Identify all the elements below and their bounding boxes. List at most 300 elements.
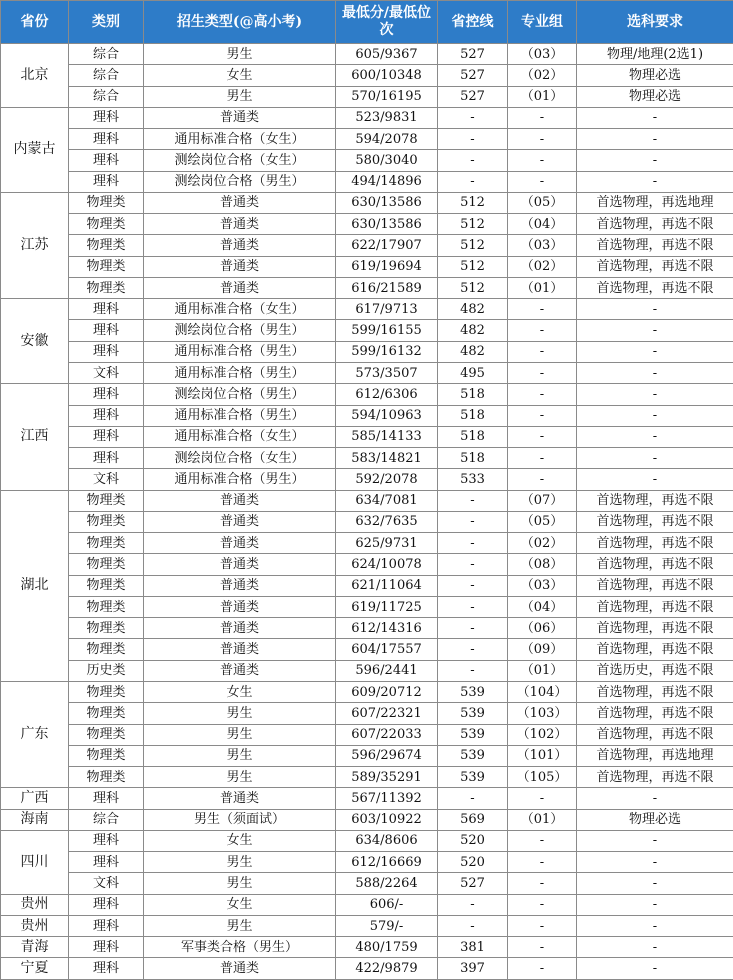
enroll-type-cell: 测绘岗位合格（女生） <box>144 448 336 469</box>
category-cell: 综合 <box>69 809 144 830</box>
category-cell: 理科 <box>69 426 144 447</box>
major-group-cell: （02） <box>508 256 577 277</box>
province-cell: 贵州 <box>1 894 69 915</box>
major-group-cell: （02） <box>508 533 577 554</box>
major-group-cell: （102） <box>508 724 577 745</box>
header-major-group: 专业组 <box>508 1 577 44</box>
enroll-type-cell: 男生 <box>144 86 336 107</box>
category-cell: 理科 <box>69 384 144 405</box>
category-cell: 物理类 <box>69 192 144 213</box>
major-group-cell: （09） <box>508 639 577 660</box>
table-row <box>1 703 733 724</box>
min-score-rank-cell: 573/3507 <box>336 362 438 383</box>
major-group-cell: - <box>508 362 577 383</box>
category-cell: 理科 <box>69 852 144 873</box>
header-province: 省份 <box>1 1 69 44</box>
min-score-rank-cell: 567/11392 <box>336 788 438 809</box>
major-group-cell: （01） <box>508 660 577 681</box>
subject-requirement-cell: - <box>577 873 733 894</box>
major-group-cell: （07） <box>508 490 577 511</box>
min-score-rank-cell: 604/17557 <box>336 639 438 660</box>
subject-requirement-cell: - <box>577 469 733 490</box>
enroll-type-cell: 通用标准合格（男生） <box>144 341 336 362</box>
table-row <box>1 426 733 447</box>
control-line-cell: 539 <box>438 703 508 724</box>
min-score-rank-cell: 592/2078 <box>336 469 438 490</box>
control-line-cell: - <box>438 490 508 511</box>
table-body <box>1 44 733 980</box>
enroll-type-cell: 普通类 <box>144 277 336 298</box>
min-score-rank-cell: 619/11725 <box>336 596 438 617</box>
subject-requirement-cell: - <box>577 894 733 915</box>
subject-requirement-cell: - <box>577 788 733 809</box>
category-cell: 理科 <box>69 150 144 171</box>
subject-requirement-cell: - <box>577 958 733 979</box>
control-line-cell: 539 <box>438 767 508 788</box>
min-score-rank-cell: 596/29674 <box>336 745 438 766</box>
subject-requirement-cell: 首选物理，再选不限 <box>577 639 733 660</box>
province-cell: 江苏 <box>1 192 69 298</box>
control-line-cell: - <box>438 171 508 192</box>
category-cell: 理科 <box>69 937 144 958</box>
control-line-cell: - <box>438 129 508 150</box>
enroll-type-cell: 男生 <box>144 852 336 873</box>
enroll-type-cell: 测绘岗位合格（男生） <box>144 320 336 341</box>
table-row <box>1 490 733 511</box>
table-row <box>1 873 733 894</box>
min-score-rank-cell: 579/- <box>336 915 438 936</box>
enroll-type-cell: 军事类合格（男生） <box>144 937 336 958</box>
min-score-rank-cell: 612/14316 <box>336 618 438 639</box>
category-cell: 物理类 <box>69 639 144 660</box>
subject-requirement-cell: 首选物理，再选不限 <box>577 596 733 617</box>
subject-requirement-cell: - <box>577 362 733 383</box>
min-score-rank-cell: 599/16155 <box>336 320 438 341</box>
category-cell: 物理类 <box>69 703 144 724</box>
province-cell: 贵州 <box>1 915 69 936</box>
category-cell: 物理类 <box>69 277 144 298</box>
major-group-cell: - <box>508 171 577 192</box>
control-line-cell: - <box>438 915 508 936</box>
major-group-cell: - <box>508 958 577 979</box>
min-score-rank-cell: 594/10963 <box>336 405 438 426</box>
province-cell: 广西 <box>1 788 69 809</box>
enroll-type-cell: 男生 <box>144 915 336 936</box>
table-row <box>1 384 733 405</box>
enroll-type-cell: 男生（须面试） <box>144 809 336 830</box>
enroll-type-cell: 通用标准合格（女生） <box>144 426 336 447</box>
table-row <box>1 639 733 660</box>
category-cell: 综合 <box>69 86 144 107</box>
enroll-type-cell: 测绘岗位合格（女生） <box>144 150 336 171</box>
enroll-type-cell: 男生 <box>144 44 336 65</box>
major-group-cell: （06） <box>508 618 577 639</box>
subject-requirement-cell: - <box>577 384 733 405</box>
enroll-type-cell: 普通类 <box>144 958 336 979</box>
subject-requirement-cell: 首选物理，再选不限 <box>577 533 733 554</box>
table-row <box>1 320 733 341</box>
control-line-cell: 518 <box>438 384 508 405</box>
table-row <box>1 852 733 873</box>
category-cell: 历史类 <box>69 660 144 681</box>
category-cell: 物理类 <box>69 618 144 639</box>
category-cell: 物理类 <box>69 511 144 532</box>
control-line-cell: 539 <box>438 745 508 766</box>
enroll-type-cell: 男生 <box>144 767 336 788</box>
min-score-rank-cell: 589/35291 <box>336 767 438 788</box>
control-line-cell: 482 <box>438 299 508 320</box>
enroll-type-cell: 女生 <box>144 65 336 86</box>
enroll-type-cell: 普通类 <box>144 214 336 235</box>
min-score-rank-cell: 523/9831 <box>336 107 438 128</box>
min-score-rank-cell: 621/11064 <box>336 575 438 596</box>
major-group-cell: - <box>508 937 577 958</box>
major-group-cell: （02） <box>508 65 577 86</box>
table-row <box>1 129 733 150</box>
min-score-rank-cell: 624/10078 <box>336 554 438 575</box>
category-cell: 物理类 <box>69 745 144 766</box>
category-cell: 物理类 <box>69 235 144 256</box>
subject-requirement-cell: 首选历史，再选不限 <box>577 660 733 681</box>
major-group-cell: - <box>508 320 577 341</box>
enroll-type-cell: 女生 <box>144 830 336 851</box>
major-group-cell: - <box>508 405 577 426</box>
enroll-type-cell: 普通类 <box>144 192 336 213</box>
enroll-type-cell: 普通类 <box>144 660 336 681</box>
enroll-type-cell: 通用标准合格（男生） <box>144 362 336 383</box>
table-row <box>1 745 733 766</box>
min-score-rank-cell: 422/9879 <box>336 958 438 979</box>
control-line-cell: - <box>438 107 508 128</box>
enroll-type-cell: 男生 <box>144 724 336 745</box>
table-row <box>1 150 733 171</box>
enroll-type-cell: 普通类 <box>144 575 336 596</box>
enroll-type-cell: 普通类 <box>144 107 336 128</box>
min-score-rank-cell: 599/16132 <box>336 341 438 362</box>
major-group-cell: - <box>508 894 577 915</box>
major-group-cell: （03） <box>508 235 577 256</box>
table-row <box>1 44 733 65</box>
min-score-rank-cell: 480/1759 <box>336 937 438 958</box>
category-cell: 理科 <box>69 915 144 936</box>
table-row <box>1 681 733 702</box>
table-row <box>1 469 733 490</box>
control-line-cell: 539 <box>438 724 508 745</box>
enroll-type-cell: 通用标准合格（女生） <box>144 129 336 150</box>
major-group-cell: （04） <box>508 596 577 617</box>
subject-requirement-cell: 首选物理，再选不限 <box>577 490 733 511</box>
enroll-type-cell: 男生 <box>144 745 336 766</box>
control-line-cell: 512 <box>438 192 508 213</box>
major-group-cell: - <box>508 107 577 128</box>
subject-requirement-cell: - <box>577 852 733 873</box>
table-row <box>1 575 733 596</box>
enroll-type-cell: 普通类 <box>144 511 336 532</box>
header-row <box>1 1 733 44</box>
subject-requirement-cell: - <box>577 448 733 469</box>
category-cell: 物理类 <box>69 554 144 575</box>
subject-requirement-cell: - <box>577 171 733 192</box>
min-score-rank-cell: 612/16669 <box>336 852 438 873</box>
control-line-cell: 495 <box>438 362 508 383</box>
table-row <box>1 65 733 86</box>
control-line-cell: - <box>438 788 508 809</box>
min-score-rank-cell: 619/19694 <box>336 256 438 277</box>
enroll-type-cell: 通用标准合格（男生） <box>144 405 336 426</box>
subject-requirement-cell: 首选物理，再选不限 <box>577 681 733 702</box>
min-score-rank-cell: 634/8606 <box>336 830 438 851</box>
min-score-rank-cell: 622/17907 <box>336 235 438 256</box>
min-score-rank-cell: 596/2441 <box>336 660 438 681</box>
table-row <box>1 788 733 809</box>
control-line-cell: - <box>438 596 508 617</box>
control-line-cell: 512 <box>438 256 508 277</box>
enroll-type-cell: 男生 <box>144 873 336 894</box>
table-row <box>1 660 733 681</box>
subject-requirement-cell: - <box>577 320 733 341</box>
control-line-cell: - <box>438 533 508 554</box>
major-group-cell: - <box>508 150 577 171</box>
subject-requirement-cell: - <box>577 915 733 936</box>
table-row <box>1 277 733 298</box>
subject-requirement-cell: - <box>577 937 733 958</box>
category-cell: 物理类 <box>69 596 144 617</box>
control-line-cell: 381 <box>438 937 508 958</box>
major-group-cell: （05） <box>508 511 577 532</box>
min-score-rank-cell: 630/13586 <box>336 214 438 235</box>
control-line-cell: 518 <box>438 448 508 469</box>
category-cell: 文科 <box>69 362 144 383</box>
enroll-type-cell: 普通类 <box>144 596 336 617</box>
major-group-cell: - <box>508 341 577 362</box>
control-line-cell: - <box>438 618 508 639</box>
header-subject-requirement: 选科要求 <box>577 1 733 44</box>
subject-requirement-cell: - <box>577 426 733 447</box>
min-score-rank-cell: 616/21589 <box>336 277 438 298</box>
subject-requirement-cell: 物理/地理(2选1) <box>577 44 733 65</box>
table-row <box>1 533 733 554</box>
table-row <box>1 341 733 362</box>
category-cell: 文科 <box>69 873 144 894</box>
major-group-cell: （05） <box>508 192 577 213</box>
min-score-rank-cell: 594/2078 <box>336 129 438 150</box>
category-cell: 理科 <box>69 448 144 469</box>
subject-requirement-cell: 首选物理，再选地理 <box>577 745 733 766</box>
major-group-cell: - <box>508 129 577 150</box>
major-group-cell: - <box>508 426 577 447</box>
header-control-line: 省控线 <box>438 1 508 44</box>
major-group-cell: （03） <box>508 44 577 65</box>
min-score-rank-cell: 607/22321 <box>336 703 438 724</box>
subject-requirement-cell: - <box>577 341 733 362</box>
table-row <box>1 235 733 256</box>
enroll-type-cell: 通用标准合格（女生） <box>144 299 336 320</box>
table-row <box>1 894 733 915</box>
category-cell: 理科 <box>69 171 144 192</box>
enroll-type-cell: 测绘岗位合格（男生） <box>144 171 336 192</box>
major-group-cell: （103） <box>508 703 577 724</box>
control-line-cell: - <box>438 150 508 171</box>
subject-requirement-cell: 首选物理，再选不限 <box>577 554 733 575</box>
control-line-cell: 482 <box>438 320 508 341</box>
table-row <box>1 86 733 107</box>
min-score-rank-cell: 583/14821 <box>336 448 438 469</box>
table-row <box>1 809 733 830</box>
province-cell: 宁夏 <box>1 958 69 979</box>
control-line-cell: 527 <box>438 86 508 107</box>
control-line-cell: 512 <box>438 235 508 256</box>
category-cell: 综合 <box>69 65 144 86</box>
enroll-type-cell: 普通类 <box>144 639 336 660</box>
control-line-cell: - <box>438 894 508 915</box>
table-row <box>1 596 733 617</box>
table-row <box>1 618 733 639</box>
min-score-rank-cell: 570/16195 <box>336 86 438 107</box>
major-group-cell: （03） <box>508 575 577 596</box>
control-line-cell: 527 <box>438 65 508 86</box>
subject-requirement-cell: 物理必选 <box>577 86 733 107</box>
major-group-cell: - <box>508 852 577 873</box>
table-row <box>1 171 733 192</box>
category-cell: 物理类 <box>69 256 144 277</box>
major-group-cell: （04） <box>508 214 577 235</box>
province-cell: 北京 <box>1 44 69 108</box>
major-group-cell: - <box>508 448 577 469</box>
control-line-cell: 520 <box>438 852 508 873</box>
control-line-cell: 527 <box>438 873 508 894</box>
major-group-cell: - <box>508 788 577 809</box>
category-cell: 理科 <box>69 299 144 320</box>
enroll-type-cell: 女生 <box>144 894 336 915</box>
min-score-rank-cell: 494/14896 <box>336 171 438 192</box>
control-line-cell: - <box>438 575 508 596</box>
enroll-type-cell: 普通类 <box>144 554 336 575</box>
subject-requirement-cell: - <box>577 150 733 171</box>
control-line-cell: 520 <box>438 830 508 851</box>
control-line-cell: 533 <box>438 469 508 490</box>
header-enroll-type: 招生类型(@高小考) <box>144 1 336 44</box>
table-row <box>1 830 733 851</box>
table-row <box>1 256 733 277</box>
category-cell: 物理类 <box>69 490 144 511</box>
control-line-cell: 512 <box>438 214 508 235</box>
subject-requirement-cell: 首选物理，再选地理 <box>577 192 733 213</box>
province-cell: 内蒙古 <box>1 107 69 192</box>
category-cell: 理科 <box>69 788 144 809</box>
major-group-cell: - <box>508 915 577 936</box>
subject-requirement-cell: 首选物理，再选不限 <box>577 575 733 596</box>
subject-requirement-cell: 首选物理，再选不限 <box>577 256 733 277</box>
table-row <box>1 405 733 426</box>
min-score-rank-cell: 585/14133 <box>336 426 438 447</box>
subject-requirement-cell: 物理必选 <box>577 65 733 86</box>
header-category: 类别 <box>69 1 144 44</box>
table-row <box>1 299 733 320</box>
major-group-cell: - <box>508 469 577 490</box>
category-cell: 物理类 <box>69 533 144 554</box>
major-group-cell: - <box>508 830 577 851</box>
table-row <box>1 937 733 958</box>
subject-requirement-cell: 首选物理，再选不限 <box>577 724 733 745</box>
enroll-type-cell: 普通类 <box>144 490 336 511</box>
control-line-cell: 482 <box>438 341 508 362</box>
enroll-type-cell: 普通类 <box>144 235 336 256</box>
min-score-rank-cell: 588/2264 <box>336 873 438 894</box>
major-group-cell: （08） <box>508 554 577 575</box>
min-score-rank-cell: 600/10348 <box>336 65 438 86</box>
province-cell: 青海 <box>1 937 69 958</box>
category-cell: 理科 <box>69 341 144 362</box>
province-cell: 江西 <box>1 384 69 490</box>
subject-requirement-cell: - <box>577 405 733 426</box>
province-cell: 安徽 <box>1 299 69 384</box>
subject-requirement-cell: 首选物理，再选不限 <box>577 703 733 724</box>
enroll-type-cell: 普通类 <box>144 533 336 554</box>
header-min-score-rank: 最低分/最低位次 <box>336 1 438 44</box>
province-cell: 海南 <box>1 809 69 830</box>
subject-requirement-cell: 物理必选 <box>577 809 733 830</box>
min-score-rank-cell: 630/13586 <box>336 192 438 213</box>
enroll-type-cell: 普通类 <box>144 256 336 277</box>
table-row <box>1 214 733 235</box>
category-cell: 理科 <box>69 958 144 979</box>
enroll-type-cell: 通用标准合格（男生） <box>144 469 336 490</box>
subject-requirement-cell: - <box>577 830 733 851</box>
subject-requirement-cell: - <box>577 107 733 128</box>
min-score-rank-cell: 607/22033 <box>336 724 438 745</box>
control-line-cell: 569 <box>438 809 508 830</box>
category-cell: 理科 <box>69 129 144 150</box>
control-line-cell: 397 <box>438 958 508 979</box>
min-score-rank-cell: 625/9731 <box>336 533 438 554</box>
major-group-cell: （104） <box>508 681 577 702</box>
control-line-cell: - <box>438 554 508 575</box>
province-cell: 湖北 <box>1 490 69 681</box>
min-score-rank-cell: 612/6306 <box>336 384 438 405</box>
province-cell: 四川 <box>1 830 69 894</box>
min-score-rank-cell: 609/20712 <box>336 681 438 702</box>
min-score-rank-cell: 617/9713 <box>336 299 438 320</box>
table-row <box>1 915 733 936</box>
enroll-type-cell: 普通类 <box>144 618 336 639</box>
major-group-cell: （01） <box>508 86 577 107</box>
category-cell: 物理类 <box>69 767 144 788</box>
category-cell: 物理类 <box>69 681 144 702</box>
table-row <box>1 511 733 532</box>
category-cell: 理科 <box>69 107 144 128</box>
control-line-cell: - <box>438 639 508 660</box>
enroll-type-cell: 女生 <box>144 681 336 702</box>
table-row <box>1 448 733 469</box>
subject-requirement-cell: 首选物理，再选不限 <box>577 767 733 788</box>
major-group-cell: - <box>508 299 577 320</box>
subject-requirement-cell: - <box>577 299 733 320</box>
control-line-cell: - <box>438 660 508 681</box>
enroll-type-cell: 男生 <box>144 703 336 724</box>
subject-requirement-cell: - <box>577 129 733 150</box>
major-group-cell: （105） <box>508 767 577 788</box>
major-group-cell: （101） <box>508 745 577 766</box>
category-cell: 综合 <box>69 44 144 65</box>
enroll-type-cell: 测绘岗位合格（男生） <box>144 384 336 405</box>
category-cell: 理科 <box>69 894 144 915</box>
control-line-cell: - <box>438 511 508 532</box>
major-group-cell: （01） <box>508 277 577 298</box>
table-row <box>1 107 733 128</box>
category-cell: 物理类 <box>69 575 144 596</box>
major-group-cell: （01） <box>508 809 577 830</box>
subject-requirement-cell: 首选物理，再选不限 <box>577 214 733 235</box>
